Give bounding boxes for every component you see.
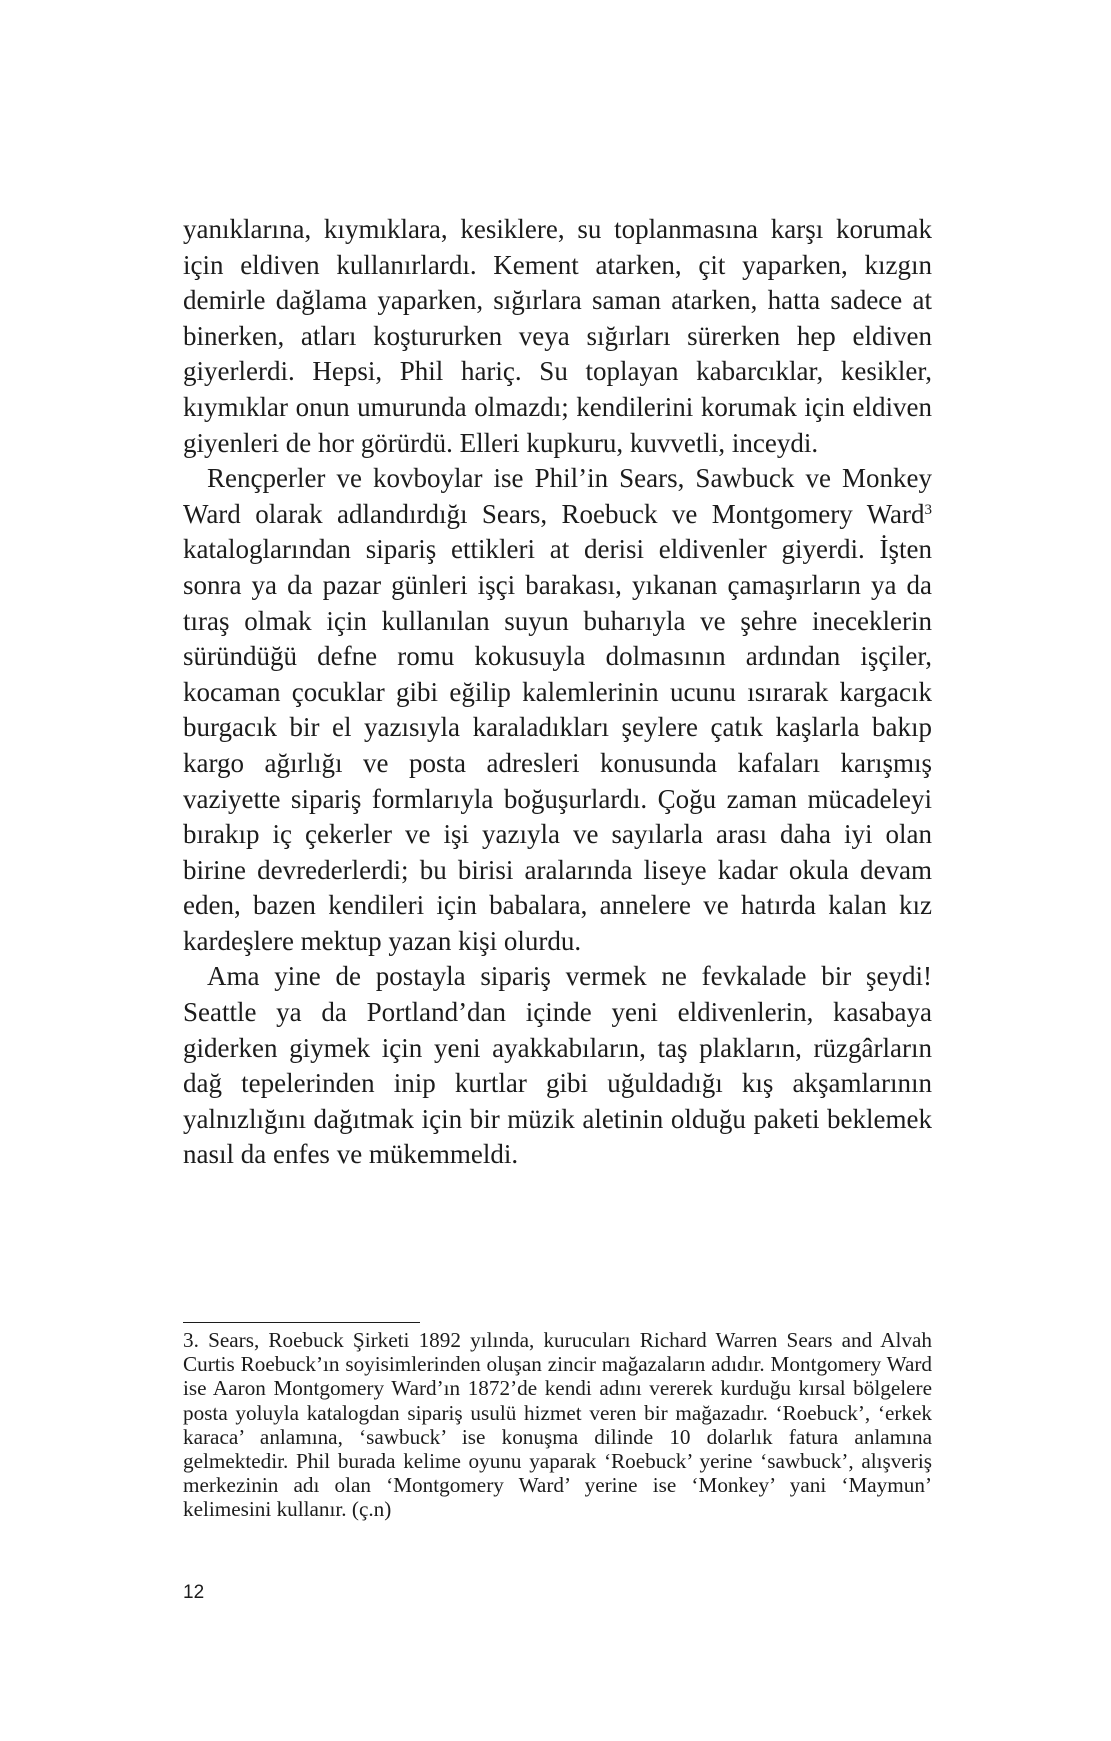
footnote: 3. Sears, Roebuck Şirketi 1892 yılında, kurucuları Richard Warren Sears and Alvah Curtis Roebuck’ın soyisimlerinden oluşan zincir mağazaların adıdır. Montgomery Ward ise Aaron Montgomery Ward’ın 1872’de kendi adını vererek kurduğu kırsal bölgelere posta yoluyla katalogdan sipariş usulü hizmet veren bir mağazadır. ‘Roebuck’, ‘erkek karaca’ anlamına, ‘sawbuck’ ise konuşma dilinde 10 dolarlık fatura anlamına gelmektedir. Phil burada kelime oyunu yaparak ‘Roebuck’ yerine ‘sawbuck’, alışveriş merkezinin adı olan ‘Montgomery Ward’ yerine ise ‘Monkey’ yani ‘Maymun’ kelimesini kullanır. (ç.n) xyxy=(183,1328,932,1522)
paragraph-2-text-after-note: kataloglarından sipariş ettikleri at derisi eldivenler giyerdi. İşten sonra ya da pazar günleri işçi barakası, yıkanan çamaşırların ya da tıraş olmak için kullanılan suyun buharıyla ve şehre ineceklerin süründüğü defne romu kokusuyla dolmasının ardından işçiler, kocaman çocuklar gibi eğilip kalemlerinin ucunu ısırarak kargacık burgacık bir el yazısıyla karaladıkları şeylere çatık kaşlarla bakıp kargo ağırlığı ve posta adresleri konusunda kafaları karışmış vaziyette sipariş formlarıyla boğuşurlardı. Çoğu zaman mücadeleyi bırakıp iç çekerler ve işi yazıyla ve sayılarla arası daha iyi olan birine devrederlerdi; bu birisi aralarında liseye kadar okula devam eden, bazen kendileri için babalara, annelere ve hatırda kalan kız kardeşlere mektup yazan kişi olurdu. xyxy=(183,534,932,956)
body-text xyxy=(183,212,932,1173)
footnote-divider xyxy=(183,1322,420,1323)
paragraph-3: Ama yine de postayla sipariş vermek ne fevkalade bir şeydi! Seattle ya da Portland’dan içinde yeni eldivenlerin, kasabaya giderken giymek için yeni ayakkabıların, taş plakların, rüzgârların dağ tepelerinden inip kurtlar gibi uğuldadığı kış akşamlarının yalnızlığını dağıtmak için bir müzik aletinin olduğu paketi beklemek nasıl da enfes ve mükemmeldi. xyxy=(183,961,932,1170)
paragraph-2 xyxy=(183,461,932,959)
footnote-reference: 3 xyxy=(924,501,932,518)
page-number: 12 xyxy=(183,1582,205,1603)
paragraph-2-text-before-note: Rençperler ve kovboylar ise Phil’in Sears, Sawbuck ve Monkey Ward olarak adlandırdığı Sears, Roebuck ve Montgomery Ward xyxy=(183,463,932,529)
paragraph-1: yanıklarına, kıymıklara, kesiklere, su toplanmasına karşı korumak için eldiven kullanırlardı. Kement atarken, çit yaparken, kızgın demirle dağlama yaparken, sığırlara saman atarken, hatta sadece at binerken, atları koştururken veya sığırları sürerken hep eldiven giyerlerdi. Hepsi, Phil hariç. Su toplayan kabarcıklar, kesikler, kıymıklar onun umurunda olmazdı; kendilerini korumak için eldiven giyenleri de hor görürdü. Elleri kupkuru, kuvvetli, inceydi. xyxy=(183,214,932,458)
